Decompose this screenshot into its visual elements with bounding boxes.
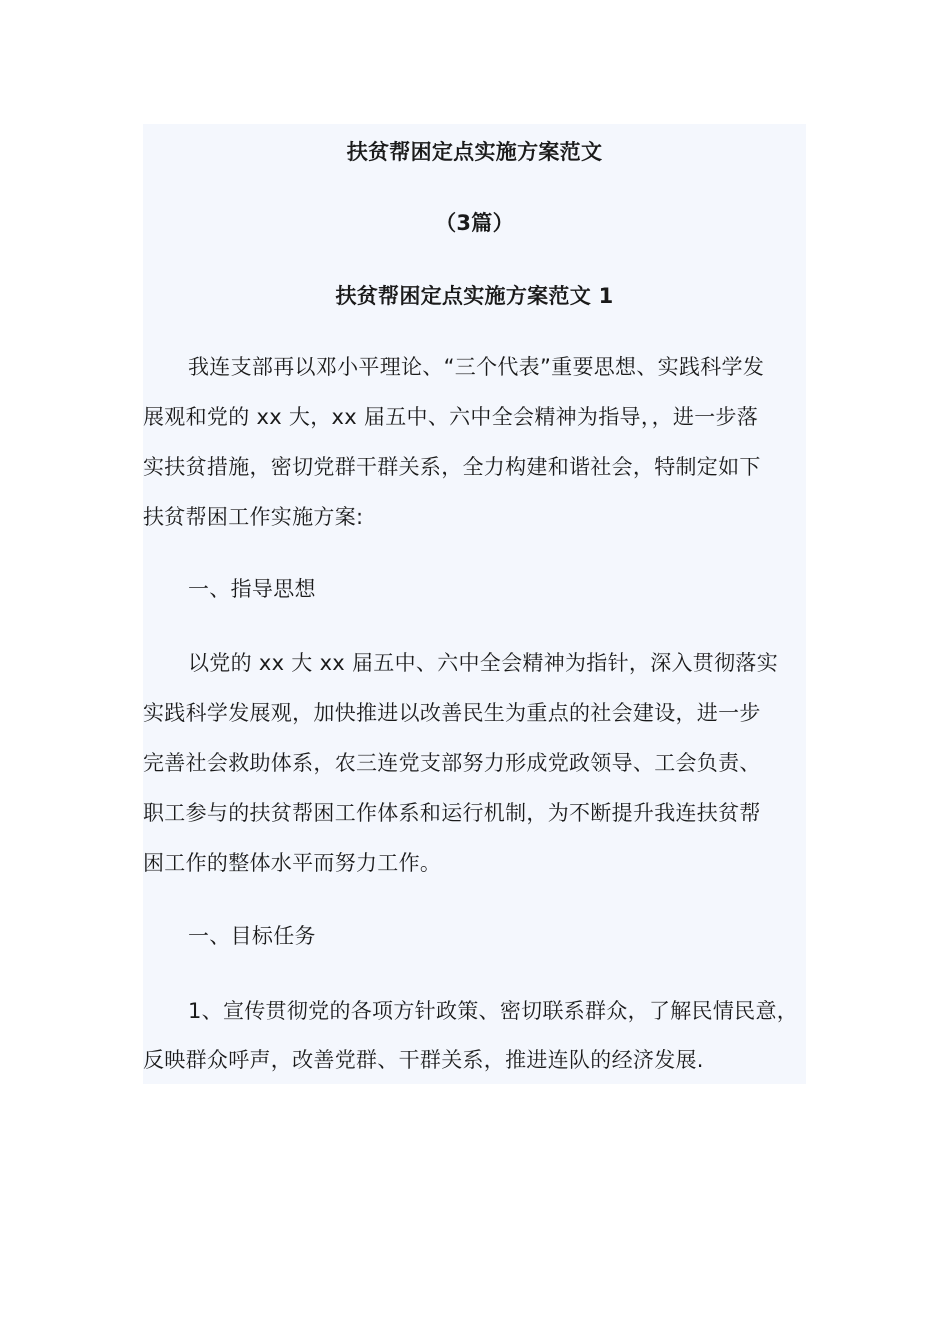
section-title: 扶贫帮困定点实施方案范文 1 [335, 284, 614, 308]
paragraph-line: 1、宣传贯彻党的各项方针政策、密切联系群众，了解民情民意， [188, 999, 799, 1023]
paragraph-line: 展观和党的 xx 大，xx 届五中、六中全会精神为指导，，进一步落 [143, 405, 759, 429]
document-subtitle: （3篇） [435, 211, 514, 235]
paragraph-line: 实践科学发展观，加快推进以改善民生为重点的社会建设，进一步 [143, 701, 761, 725]
paragraph-line: 扶贫帮困工作实施方案: [143, 505, 364, 529]
document-title: 扶贫帮困定点实施方案范文 [346, 140, 603, 164]
paragraph-line: 以党的 xx 大 xx 届五中、六中全会精神为指针，深入贯彻落实 [188, 651, 779, 675]
heading-target-tasks: 一、目标任务 [188, 924, 316, 948]
paragraph-line: 完善社会救助体系，农三连党支部努力形成党政领导、工会负责、 [143, 751, 761, 775]
paragraph-line: 我连支部再以邓小平理论、“三个代表”重要思想、实践科学发 [188, 355, 765, 379]
paragraph-line: 实扶贫措施，密切党群干群关系，全力构建和谐社会，特制定如下 [143, 455, 761, 479]
paragraph-line: 反映群众呼声，改善党群、干群关系，推进连队的经济发展. [143, 1048, 704, 1072]
heading-guiding-ideology: 一、指导思想 [188, 577, 316, 601]
paragraph-line: 困工作的整体水平而努力工作。 [143, 851, 442, 875]
paragraph-line: 职工参与的扶贫帮困工作体系和运行机制，为不断提升我连扶贫帮 [143, 801, 761, 825]
